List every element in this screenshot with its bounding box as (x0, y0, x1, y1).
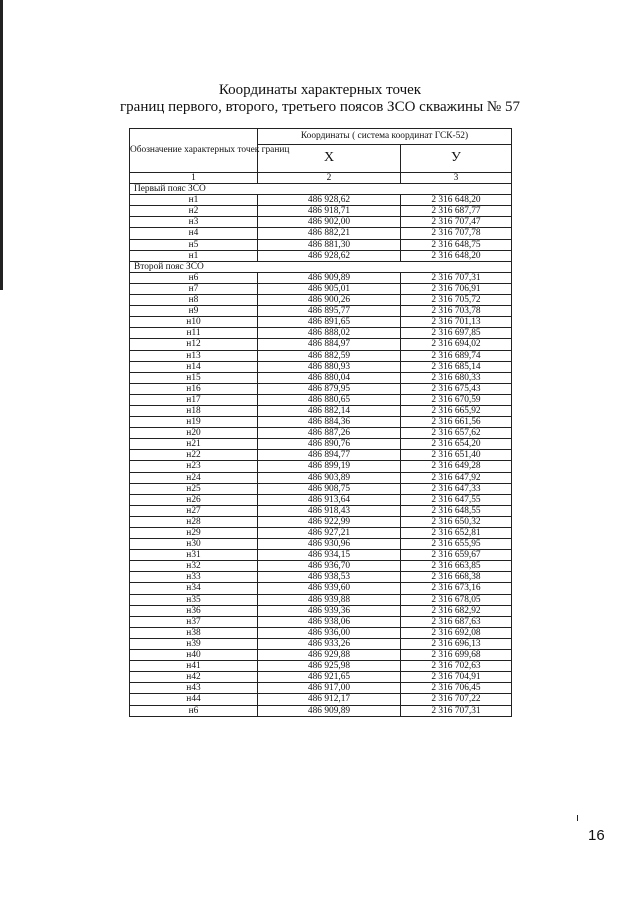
table-row (130, 295, 512, 306)
x-coordinate-cell: 486 936,70 (258, 561, 401, 572)
y-coordinate-cell: 2 316 707,47 (401, 217, 512, 228)
y-coordinate-cell: 2 316 702,63 (401, 661, 512, 672)
table-row (130, 627, 512, 638)
point-designation-cell: н39 (130, 638, 258, 649)
table-header (130, 129, 512, 184)
table-row (130, 583, 512, 594)
document-subtitle: границ первого, второго, третьего поясов ЗСО скважины № 57 (120, 99, 520, 115)
table-row (130, 228, 512, 239)
table-row (130, 206, 512, 217)
table-row (130, 550, 512, 561)
y-coordinate-cell: 2 316 682,92 (401, 605, 512, 616)
x-coordinate-cell: 486 879,95 (258, 383, 401, 394)
x-coordinate-cell: 486 913,64 (258, 494, 401, 505)
y-coordinate-cell: 2 316 647,92 (401, 472, 512, 483)
point-designation-cell: н12 (130, 339, 258, 350)
point-designation-cell: н25 (130, 483, 258, 494)
y-coordinate-cell: 2 316 704,91 (401, 672, 512, 683)
point-designation-cell: н30 (130, 539, 258, 550)
table-row (130, 195, 512, 206)
section-title: Второй пояс ЗСО (130, 261, 512, 272)
table-row (130, 516, 512, 527)
point-designation-cell: н18 (130, 405, 258, 416)
table-row (130, 272, 512, 283)
y-coordinate-cell: 2 316 707,31 (401, 705, 512, 716)
point-designation-cell: н1 (130, 250, 258, 261)
table-row (130, 317, 512, 328)
x-coordinate-cell: 486 930,96 (258, 539, 401, 550)
x-coordinate-cell: 486 887,26 (258, 428, 401, 439)
table-row (130, 572, 512, 583)
point-designation-cell: н4 (130, 228, 258, 239)
point-designation-cell: н1 (130, 195, 258, 206)
point-designation-cell: н17 (130, 394, 258, 405)
table-row (130, 450, 512, 461)
point-designation-cell: н20 (130, 428, 258, 439)
point-designation-cell: н14 (130, 361, 258, 372)
x-coordinate-cell: 486 928,62 (258, 195, 401, 206)
point-designation-cell: н9 (130, 306, 258, 317)
point-designation-cell: н5 (130, 239, 258, 250)
table-row (130, 539, 512, 550)
x-coordinate-cell: 486 939,60 (258, 583, 401, 594)
point-designation-cell: н37 (130, 616, 258, 627)
table-row (130, 417, 512, 428)
table-row (130, 561, 512, 572)
point-designation-cell: н34 (130, 583, 258, 594)
y-coordinate-cell: 2 316 648,20 (401, 195, 512, 206)
table-row (130, 350, 512, 361)
table-row (130, 217, 512, 228)
table-body (130, 184, 512, 717)
x-coordinate-cell: 486 908,75 (258, 483, 401, 494)
x-coordinate-cell: 486 929,88 (258, 650, 401, 661)
y-coordinate-cell: 2 316 707,22 (401, 694, 512, 705)
section-row (130, 261, 512, 272)
point-designation-cell: н2 (130, 206, 258, 217)
x-coordinate-cell: 486 881,30 (258, 239, 401, 250)
x-coordinate-cell: 486 933,26 (258, 638, 401, 649)
y-coordinate-cell: 2 316 648,55 (401, 505, 512, 516)
point-designation-cell: н3 (130, 217, 258, 228)
y-coordinate-cell: 2 316 673,16 (401, 583, 512, 594)
x-coordinate-cell: 486 922,99 (258, 516, 401, 527)
x-coordinate-cell: 486 939,88 (258, 594, 401, 605)
point-designation-cell: н44 (130, 694, 258, 705)
point-designation-cell: н15 (130, 372, 258, 383)
y-coordinate-cell: 2 316 659,67 (401, 550, 512, 561)
table-row (130, 383, 512, 394)
page-number: 16 (588, 827, 605, 844)
y-coordinate-cell: 2 316 647,33 (401, 483, 512, 494)
y-coordinate-cell: 2 316 648,75 (401, 239, 512, 250)
point-designation-cell: н29 (130, 528, 258, 539)
scan-dash-mark (577, 815, 578, 821)
y-coordinate-cell: 2 316 670,59 (401, 394, 512, 405)
table-row (130, 439, 512, 450)
y-coordinate-cell: 2 316 678,05 (401, 594, 512, 605)
x-coordinate-cell: 486 909,89 (258, 272, 401, 283)
point-designation-header: Обозначение характерных точек границ (130, 129, 258, 173)
y-coordinate-cell: 2 316 654,20 (401, 439, 512, 450)
point-designation-cell: н6 (130, 705, 258, 716)
point-designation-cell: н7 (130, 283, 258, 294)
section-title: Первый пояс ЗСО (130, 184, 512, 195)
table-row (130, 306, 512, 317)
x-coordinate-cell: 486 894,77 (258, 450, 401, 461)
y-coordinate-cell: 2 316 703,78 (401, 306, 512, 317)
y-coordinate-cell: 2 316 707,31 (401, 272, 512, 283)
x-coordinate-cell: 486 938,53 (258, 572, 401, 583)
point-designation-cell: н27 (130, 505, 258, 516)
x-column-header: X (258, 145, 401, 173)
point-designation-cell: н42 (130, 672, 258, 683)
point-designation-cell: н36 (130, 605, 258, 616)
point-designation-cell: н19 (130, 417, 258, 428)
table-row (130, 372, 512, 383)
x-coordinate-cell: 486 917,00 (258, 683, 401, 694)
y-column-header: У (401, 145, 512, 173)
y-coordinate-cell: 2 316 668,38 (401, 572, 512, 583)
y-coordinate-cell: 2 316 651,40 (401, 450, 512, 461)
x-coordinate-cell: 486 890,76 (258, 439, 401, 450)
table-row (130, 683, 512, 694)
point-designation-cell: н43 (130, 683, 258, 694)
y-coordinate-cell: 2 316 655,95 (401, 539, 512, 550)
y-coordinate-cell: 2 316 675,43 (401, 383, 512, 394)
y-coordinate-cell: 2 316 649,28 (401, 461, 512, 472)
y-coordinate-cell: 2 316 663,85 (401, 561, 512, 572)
table-row (130, 672, 512, 683)
y-coordinate-cell: 2 316 680,33 (401, 372, 512, 383)
y-coordinate-cell: 2 316 707,78 (401, 228, 512, 239)
x-coordinate-cell: 486 882,14 (258, 405, 401, 416)
table-row (130, 461, 512, 472)
x-coordinate-cell: 486 884,97 (258, 339, 401, 350)
point-designation-cell: н28 (130, 516, 258, 527)
table-row (130, 339, 512, 350)
table-row (130, 283, 512, 294)
table-row (130, 361, 512, 372)
point-designation-cell: н32 (130, 561, 258, 572)
y-coordinate-cell: 2 316 685,14 (401, 361, 512, 372)
column-number-1: 1 (130, 173, 258, 184)
x-coordinate-cell: 486 902,00 (258, 217, 401, 228)
coordinates-table (129, 128, 512, 717)
table-row (130, 405, 512, 416)
x-coordinate-cell: 486 888,02 (258, 328, 401, 339)
point-designation-cell: н24 (130, 472, 258, 483)
table-row (130, 472, 512, 483)
x-coordinate-cell: 486 939,36 (258, 605, 401, 616)
point-designation-cell: н10 (130, 317, 258, 328)
table-row (130, 528, 512, 539)
table-row (130, 694, 512, 705)
x-coordinate-cell: 486 928,62 (258, 250, 401, 261)
y-coordinate-cell: 2 316 665,92 (401, 405, 512, 416)
x-coordinate-cell: 486 895,77 (258, 306, 401, 317)
point-designation-cell: н8 (130, 295, 258, 306)
coordinate-system-header: Координаты ( система координат ГСК-52) (258, 129, 512, 145)
table-row (130, 705, 512, 716)
x-coordinate-cell: 486 936,00 (258, 627, 401, 638)
table-row (130, 250, 512, 261)
scan-edge-mark (0, 0, 3, 290)
x-coordinate-cell: 486 934,15 (258, 550, 401, 561)
y-coordinate-cell: 2 316 701,13 (401, 317, 512, 328)
x-coordinate-cell: 486 918,43 (258, 505, 401, 516)
table-row (130, 650, 512, 661)
table-row (130, 494, 512, 505)
x-coordinate-cell: 486 925,98 (258, 661, 401, 672)
x-coordinate-cell: 486 900,26 (258, 295, 401, 306)
y-coordinate-cell: 2 316 705,72 (401, 295, 512, 306)
x-coordinate-cell: 486 880,04 (258, 372, 401, 383)
x-coordinate-cell: 486 909,89 (258, 705, 401, 716)
y-coordinate-cell: 2 316 648,20 (401, 250, 512, 261)
point-designation-cell: н31 (130, 550, 258, 561)
point-designation-cell: н38 (130, 627, 258, 638)
x-coordinate-cell: 486 882,59 (258, 350, 401, 361)
y-coordinate-cell: 2 316 661,56 (401, 417, 512, 428)
y-coordinate-cell: 2 316 696,13 (401, 638, 512, 649)
y-coordinate-cell: 2 316 706,91 (401, 283, 512, 294)
point-designation-cell: н13 (130, 350, 258, 361)
y-coordinate-cell: 2 316 687,77 (401, 206, 512, 217)
y-coordinate-cell: 2 316 697,85 (401, 328, 512, 339)
point-designation-cell: н6 (130, 272, 258, 283)
y-coordinate-cell: 2 316 647,55 (401, 494, 512, 505)
y-coordinate-cell: 2 316 706,45 (401, 683, 512, 694)
x-coordinate-cell: 486 880,93 (258, 361, 401, 372)
table-row (130, 328, 512, 339)
point-designation-cell: н11 (130, 328, 258, 339)
x-coordinate-cell: 486 918,71 (258, 206, 401, 217)
table-row (130, 428, 512, 439)
y-coordinate-cell: 2 316 694,02 (401, 339, 512, 350)
point-designation-cell: н16 (130, 383, 258, 394)
x-coordinate-cell: 486 912,17 (258, 694, 401, 705)
x-coordinate-cell: 486 921,65 (258, 672, 401, 683)
x-coordinate-cell: 486 927,21 (258, 528, 401, 539)
y-coordinate-cell: 2 316 692,08 (401, 627, 512, 638)
x-coordinate-cell: 486 882,21 (258, 228, 401, 239)
table-row (130, 616, 512, 627)
x-coordinate-cell: 486 891,65 (258, 317, 401, 328)
y-coordinate-cell: 2 316 687,63 (401, 616, 512, 627)
table-row (130, 605, 512, 616)
table-row (130, 239, 512, 250)
x-coordinate-cell: 486 905,01 (258, 283, 401, 294)
x-coordinate-cell: 486 903,89 (258, 472, 401, 483)
table-row (130, 594, 512, 605)
x-coordinate-cell: 486 899,19 (258, 461, 401, 472)
table-row (130, 483, 512, 494)
point-designation-cell: н21 (130, 439, 258, 450)
document-title: Координаты характерных точек (218, 82, 422, 98)
section-row (130, 184, 512, 195)
table-row (130, 394, 512, 405)
point-designation-cell: н40 (130, 650, 258, 661)
table-row (130, 505, 512, 516)
x-coordinate-cell: 486 884,36 (258, 417, 401, 428)
column-number-3: 3 (401, 173, 512, 184)
y-coordinate-cell: 2 316 652,81 (401, 528, 512, 539)
point-designation-cell: н35 (130, 594, 258, 605)
point-designation-cell: н41 (130, 661, 258, 672)
point-designation-cell: н26 (130, 494, 258, 505)
point-designation-cell: н33 (130, 572, 258, 583)
y-coordinate-cell: 2 316 650,32 (401, 516, 512, 527)
point-designation-cell: н22 (130, 450, 258, 461)
table-row (130, 638, 512, 649)
y-coordinate-cell: 2 316 657,62 (401, 428, 512, 439)
table-row (130, 661, 512, 672)
x-coordinate-cell: 486 938,06 (258, 616, 401, 627)
y-coordinate-cell: 2 316 699,68 (401, 650, 512, 661)
x-coordinate-cell: 486 880,65 (258, 394, 401, 405)
column-number-2: 2 (258, 173, 401, 184)
y-coordinate-cell: 2 316 689,74 (401, 350, 512, 361)
point-designation-cell: н23 (130, 461, 258, 472)
